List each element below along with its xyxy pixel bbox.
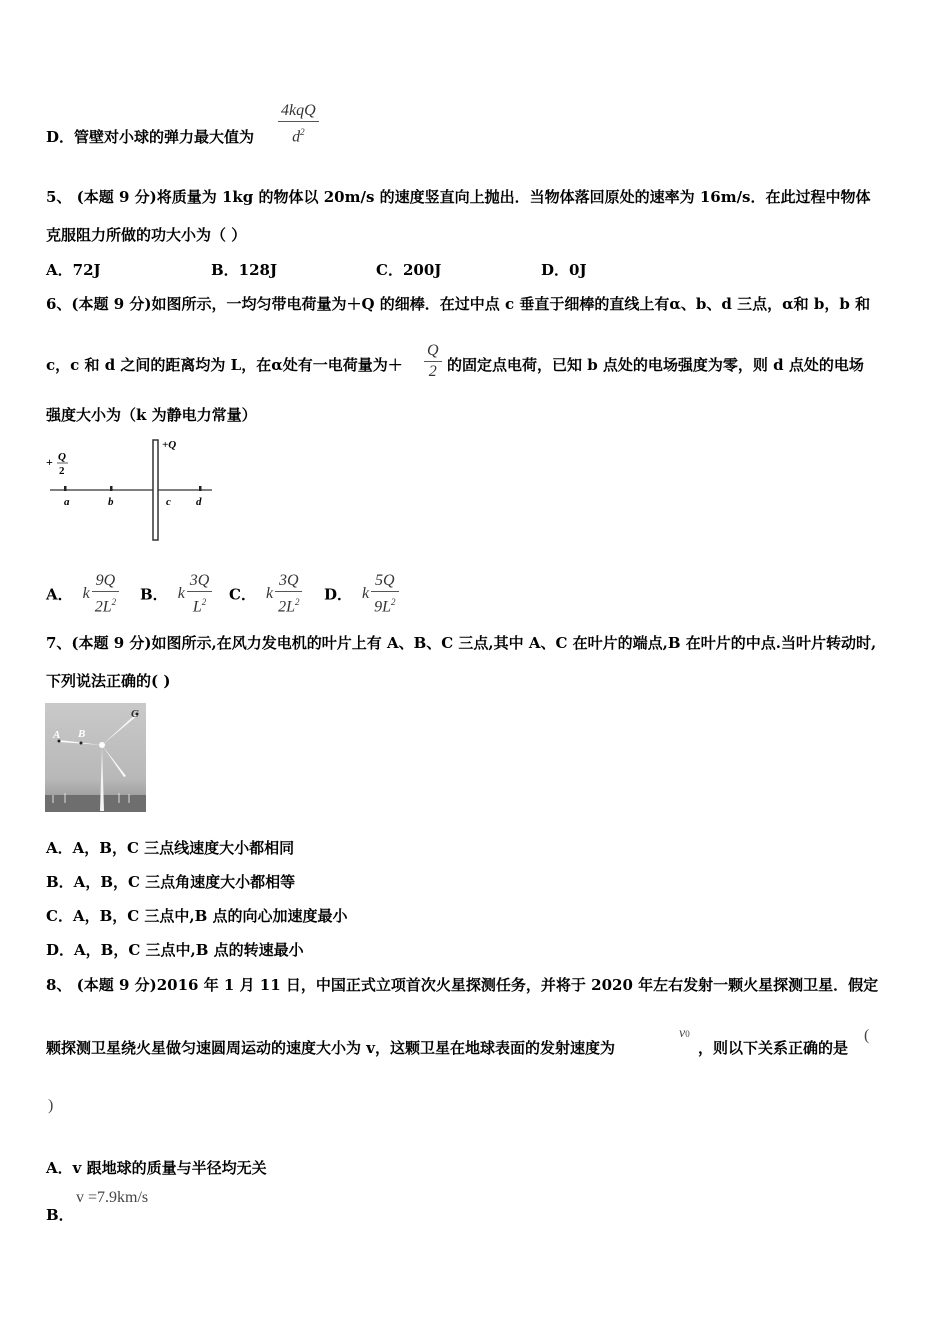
q6-line2-rest: 的固定点电荷，已知 b 点处的电场强度为零，则 d 点处的电场 [447,356,864,374]
q6-point-c-label: c [166,496,171,508]
q5-option-a: A．72J [46,261,101,279]
q6-charge-num: Q [58,451,66,463]
q6-option-a: A． k $\frac{9Q}{2L^2}$ [46,571,119,617]
q4-option-d-fraction [278,101,319,147]
q5-option-c: C．200J [376,261,442,279]
q8-close-paren: ) [48,1097,54,1114]
q7-label-b: B [78,728,86,740]
q8-v0: v0 [679,1026,690,1041]
q5-option-d: D．0J [541,261,587,279]
q6-charge-den: 2 [59,465,65,477]
q6-option-d: D． k $\frac{5Q}{9L^2}$ [324,571,399,617]
q4d-numerator: 4kqQ [281,102,316,119]
q7-option-d: D．A，B，C 三点中,B 点的转速最小 [46,941,304,959]
q4-option-d-label: D．管壁对小球的弹力最大值为 [46,128,255,146]
q6-line2: c，c 和 d 之间的距离均为 L，在α处有一电荷量为＋ [46,356,403,374]
q6-rod-label: +Q [162,439,177,451]
q7-hub [99,742,105,748]
q7-line2: 下列说法正确的( ) [46,672,171,690]
q8-line2: 颗探测卫星绕火星做匀速圆周运动的速度大小为 v，这颗卫星在地球表面的发射速度为 [46,1039,615,1057]
q8-option-b-math: v =7.9km/s [76,1189,149,1206]
q6-charge-fraction: $\frac{Q}{2}$ [424,341,442,382]
q4-option-d [46,126,254,147]
q6-option-c: C． k $\frac{3Q}{2L^2}$ [229,571,302,617]
q6-line1: 6、(本题 9 分)如图所示，一均匀带电荷量为＋Q 的细棒．在过中点 c 垂直于细棒的直线上有α、b、d 三点，α和 b，b 和 [46,295,871,313]
q6-charge-sign: + [46,455,53,469]
q7-point-b-dot [80,742,83,745]
q8-option-b-label: B． [46,1206,74,1224]
q7-line1: 7、(本题 9 分)如图所示,在风力发电机的叶片上有 A、B、C 三点,其中 A、C 在叶片的端点,B 在叶片的中点.当叶片转动时, [46,634,877,652]
q7-label-a: A [53,729,61,741]
q5-line1: 5、 (本题 9 分)将质量为 1kg 的物体以 20m/s 的速度竖直向上抛出．当物体落回原处的速率为 16m/s．在此过程中物体 [46,188,871,206]
q7-option-b: B．A，B，C 三点角速度大小都相等 [46,873,296,891]
q6-charged-rod [153,440,158,540]
q7-option-c: C．A，B，C 三点中,B 点的向心加速度最小 [46,907,348,925]
q7-wind-turbine-figure [45,703,146,812]
q7-ground [45,795,146,812]
q8-open-paren: ( [864,1027,870,1044]
q5-option-b: B．128J [211,261,278,279]
q6-point-d-label: d [196,496,202,508]
q6-point-d-mark [199,486,202,491]
q6-option-b: B． k $\frac{3Q}{L^2}$ [140,571,212,617]
q4d-denominator: $d^2$ [278,121,319,147]
q8-line2-rest: ，则以下关系正确的是 [698,1039,849,1057]
q6-point-b-label: b [108,496,114,508]
q6-point-a-mark [64,486,67,491]
q6-point-a-label: a [64,496,70,508]
q8-option-a: A．v 跟地球的质量与半径均无关 [46,1159,267,1177]
q7-option-a: A．A，B，C 三点线速度大小都相同 [46,839,295,857]
q6-figure [44,436,224,548]
q6-line3: 强度大小为（k 为静电力常量） [46,406,257,424]
q8-line1: 8、 (本题 9 分)2016 年 1 月 11 日，中国正式立项首次火星探测任务，并将于 2020 年左右发射一颗火星探测卫星．假定 [46,976,879,994]
q7-label-c: C [131,708,139,720]
q6-point-b-mark [110,486,113,491]
q5-line2: 克服阻力所做的功大小为（ ） [46,226,247,244]
